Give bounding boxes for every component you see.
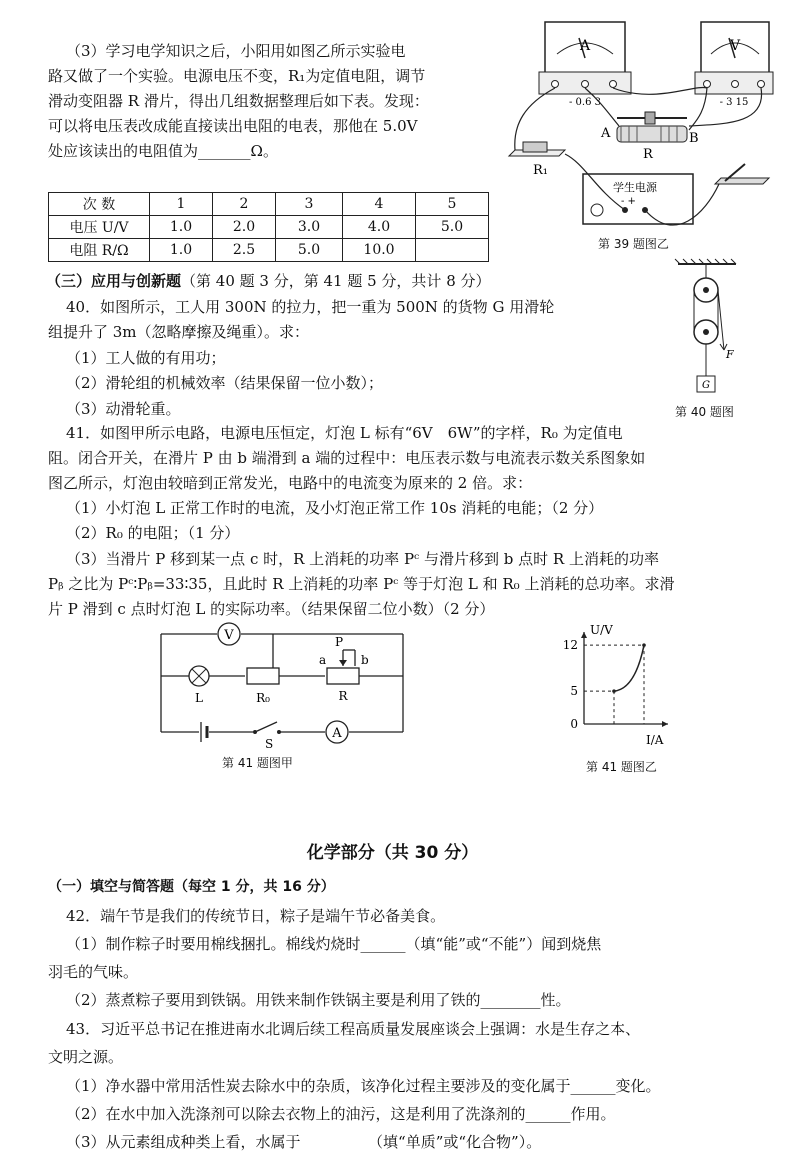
circuit-lamp-label: L — [195, 691, 203, 705]
end-a-label: a — [319, 653, 327, 667]
q43-line-1: 43．习近平总书记在推进南水北调后续工程高质量发展座谈会上强调：水是生存之本、 — [66, 1020, 641, 1038]
table-cell: 10.0 — [343, 239, 416, 262]
q42-sub-2: （2）蒸煮粽子要用到铁锅。用铁来制作铁锅主要是利用了铁的________性。 — [66, 991, 571, 1009]
table-cell: 5 — [416, 193, 489, 216]
table-cell: 1 — [150, 193, 213, 216]
power-supply-label: 学生电源 — [613, 181, 657, 194]
y-tick-label-5: 5 — [570, 684, 578, 699]
table-cell: 2 — [213, 193, 276, 216]
table-cell: 3.0 — [276, 216, 343, 239]
q41-sub-1: （1）小灯泡 L 正常工作时的电流，及小灯泡正常工作 10s 消耗的电能；（2 分） — [66, 499, 604, 517]
q39-line-5: 处应该读出的电阻值为_______Ω。 — [48, 142, 278, 160]
section-3-title: （三）应用与创新题 — [46, 272, 182, 290]
q42-sub-1a: （1）制作粽子时要用棉线捆扎。棉线灼烧时______（填“能”或“不能”）闻到烧焦 — [66, 935, 602, 953]
q40-sub-2: （2）滑轮组的机械效率（结果保留一位小数）； — [66, 374, 384, 392]
table-cell: 1.0 — [150, 216, 213, 239]
q41-ui-graph — [560, 620, 680, 750]
slider-p-label: P — [335, 635, 344, 649]
q43-sub-3: （3）从元素组成种类上看，水属于 （填“单质”或“化合物”）。 — [66, 1133, 542, 1151]
table-cell: 3 — [276, 193, 343, 216]
q41-sub-2: （2）R₀ 的电阻；（1 分） — [66, 524, 240, 542]
table-header-row — [49, 193, 489, 216]
section-3-note: （第 40 题 3 分，第 41 题 5 分，共计 8 分） — [181, 272, 491, 290]
y-tick-label-12: 12 — [562, 638, 578, 653]
circuit-rheostat — [327, 668, 359, 684]
circuit-lamp — [189, 666, 209, 686]
circuit-rheostat-label: R — [338, 689, 348, 703]
q41-circuit-diagram — [155, 622, 415, 752]
circuit-r0 — [247, 668, 279, 684]
circuit-r0-label: R₀ — [256, 691, 270, 705]
force-f-label: F — [726, 348, 734, 361]
y-tick-label-0: 0 — [570, 717, 578, 731]
data-point-start — [612, 689, 616, 693]
q39-line-4: 可以将电压表改成能直接读出电阻的电表，那他在 5.0V — [48, 117, 418, 135]
table-row — [49, 216, 489, 239]
q41-sub-3c: 片 P 滑到 c 点时灯泡 L 的实际功率。（结果保留二位小数）（2 分） — [48, 600, 495, 618]
q41-line-2: 阻。闭合开关，在滑片 P 由 b 端滑到 a 端的过程中：电压表示数与电流表示数关系图象如 — [48, 449, 646, 467]
q42-line-1: 42．端午节是我们的传统节日，粽子是端午节必备美食。 — [66, 907, 446, 925]
ammeter-scale: - 0.6 3 — [568, 97, 602, 108]
q43-sub-2: （2）在水中加入洗涤剂可以除去衣物上的油污，这是利用了洗涤剂的______作用。 — [66, 1105, 616, 1123]
chem-section-1: （一）填空与简答题（每空 1 分，共 16 分） — [48, 879, 335, 895]
q43-line-2: 文明之源。 — [48, 1048, 124, 1066]
q40-line-1: 40．如图所示，工人用 300N 的拉力，把一重为 500N 的货物 G 用滑轮 — [66, 298, 555, 316]
x-axis-label: I/A — [646, 733, 664, 747]
table-cell: 电阻 R/Ω — [49, 239, 150, 262]
rheostat-r-label: R — [643, 147, 653, 162]
circuit-switch — [253, 722, 281, 734]
q39-line-2: 路又做了一个实验。电源电压不变，R₁为定值电阻，调节 — [48, 67, 426, 85]
q41-figure-a-caption: 第 41 题图甲 — [222, 756, 293, 770]
voltmeter — [695, 22, 773, 94]
q41-line-3: 图乙所示，灯泡由较暗到正常发光，电路中的电流变为原来的 2 倍。求： — [48, 474, 533, 492]
q41-sub-3b: Pᵦ 之比为 Pᶜ∶Pᵦ=33∶35，且此时 R 上消耗的功率 Pᶜ 等于灯泡 L 和 R₀ 上消耗的总功率。求滑 — [48, 575, 675, 593]
q41-sub-3a: （3）当滑片 P 移到某一点 c 时，R 上消耗的功率 Pᶜ 与滑片移到 b 点时 R 上消耗的功率 — [66, 550, 659, 568]
chemistry-title: 化学部分（共 30 分） — [306, 843, 479, 863]
table-row — [49, 239, 489, 262]
rheostat-a-label: A — [601, 126, 611, 141]
voltmeter-scale: - 3 15 — [719, 97, 749, 108]
ammeter — [539, 22, 631, 94]
rheostat-b-label: B — [689, 131, 699, 146]
q39-apparatus-figure — [505, 14, 775, 244]
section-3-heading — [46, 271, 491, 291]
q40-sub-1: （1）工人做的有用功； — [66, 349, 226, 367]
table-cell: 5.0 — [276, 239, 343, 262]
q43-sub-1: （1）净水器中常用活性炭去除水中的杂质，该净化过程主要涉及的变化属于______变化。 — [66, 1077, 661, 1095]
q40-line-2: 组提升了 3m（忽略摩擦及绳重）。求： — [48, 323, 310, 341]
x-axis-arrow — [662, 721, 668, 727]
weight-g-label: G — [702, 380, 710, 391]
circuit-battery — [201, 722, 207, 742]
circuit-switch-label: S — [265, 737, 274, 751]
resistor-r1 — [509, 142, 565, 156]
q42-sub-1b: 羽毛的气味。 — [48, 963, 139, 981]
table-cell: 5.0 — [416, 216, 489, 239]
data-point-end — [642, 643, 646, 647]
circuit-ammeter-label: A — [332, 726, 342, 741]
q40-figure-caption: 第 40 题图 — [675, 405, 734, 419]
q39-line-3: 滑动变阻器 R 滑片，得出几组数据整理后如下表。发现： — [48, 92, 429, 110]
rheostat — [617, 112, 687, 142]
table-cell: 4 — [343, 193, 416, 216]
table-cell: 电压 U/V — [49, 216, 150, 239]
q41-line-1: 41．如图甲所示电路，电源电压恒定，灯泡 L 标有“6V 6W”的字样，R₀ 为定值电 — [66, 424, 623, 442]
table-cell: 2.0 — [213, 216, 276, 239]
y-axis-arrow — [581, 632, 587, 638]
knife-switch — [715, 164, 769, 184]
table-cell: 1.0 — [150, 239, 213, 262]
ammeter-symbol: A — [579, 38, 591, 54]
table-cell: 4.0 — [343, 216, 416, 239]
table-cell — [416, 239, 489, 262]
data-table — [48, 192, 489, 262]
voltmeter-symbol: V — [729, 38, 741, 54]
table-cell: 2.5 — [213, 239, 276, 262]
q40-sub-3: （3）动滑轮重。 — [66, 400, 181, 418]
power-terminals: - + — [621, 196, 636, 207]
q41-figure-b-caption: 第 41 题图乙 — [586, 760, 657, 774]
resistor-r1-label: R₁ — [533, 163, 548, 178]
pulley-figure — [672, 258, 742, 398]
table-cell: 次 数 — [49, 193, 150, 216]
y-axis-label: U/V — [590, 623, 613, 637]
q39-line-1: （3）学习电学知识之后，小阳用如图乙所示实验电 — [66, 42, 406, 60]
series-curve — [614, 645, 644, 691]
circuit-voltmeter-label: V — [224, 628, 234, 643]
end-b-label: b — [361, 653, 369, 667]
q39-figure-caption: 第 39 题图乙 — [598, 237, 669, 251]
